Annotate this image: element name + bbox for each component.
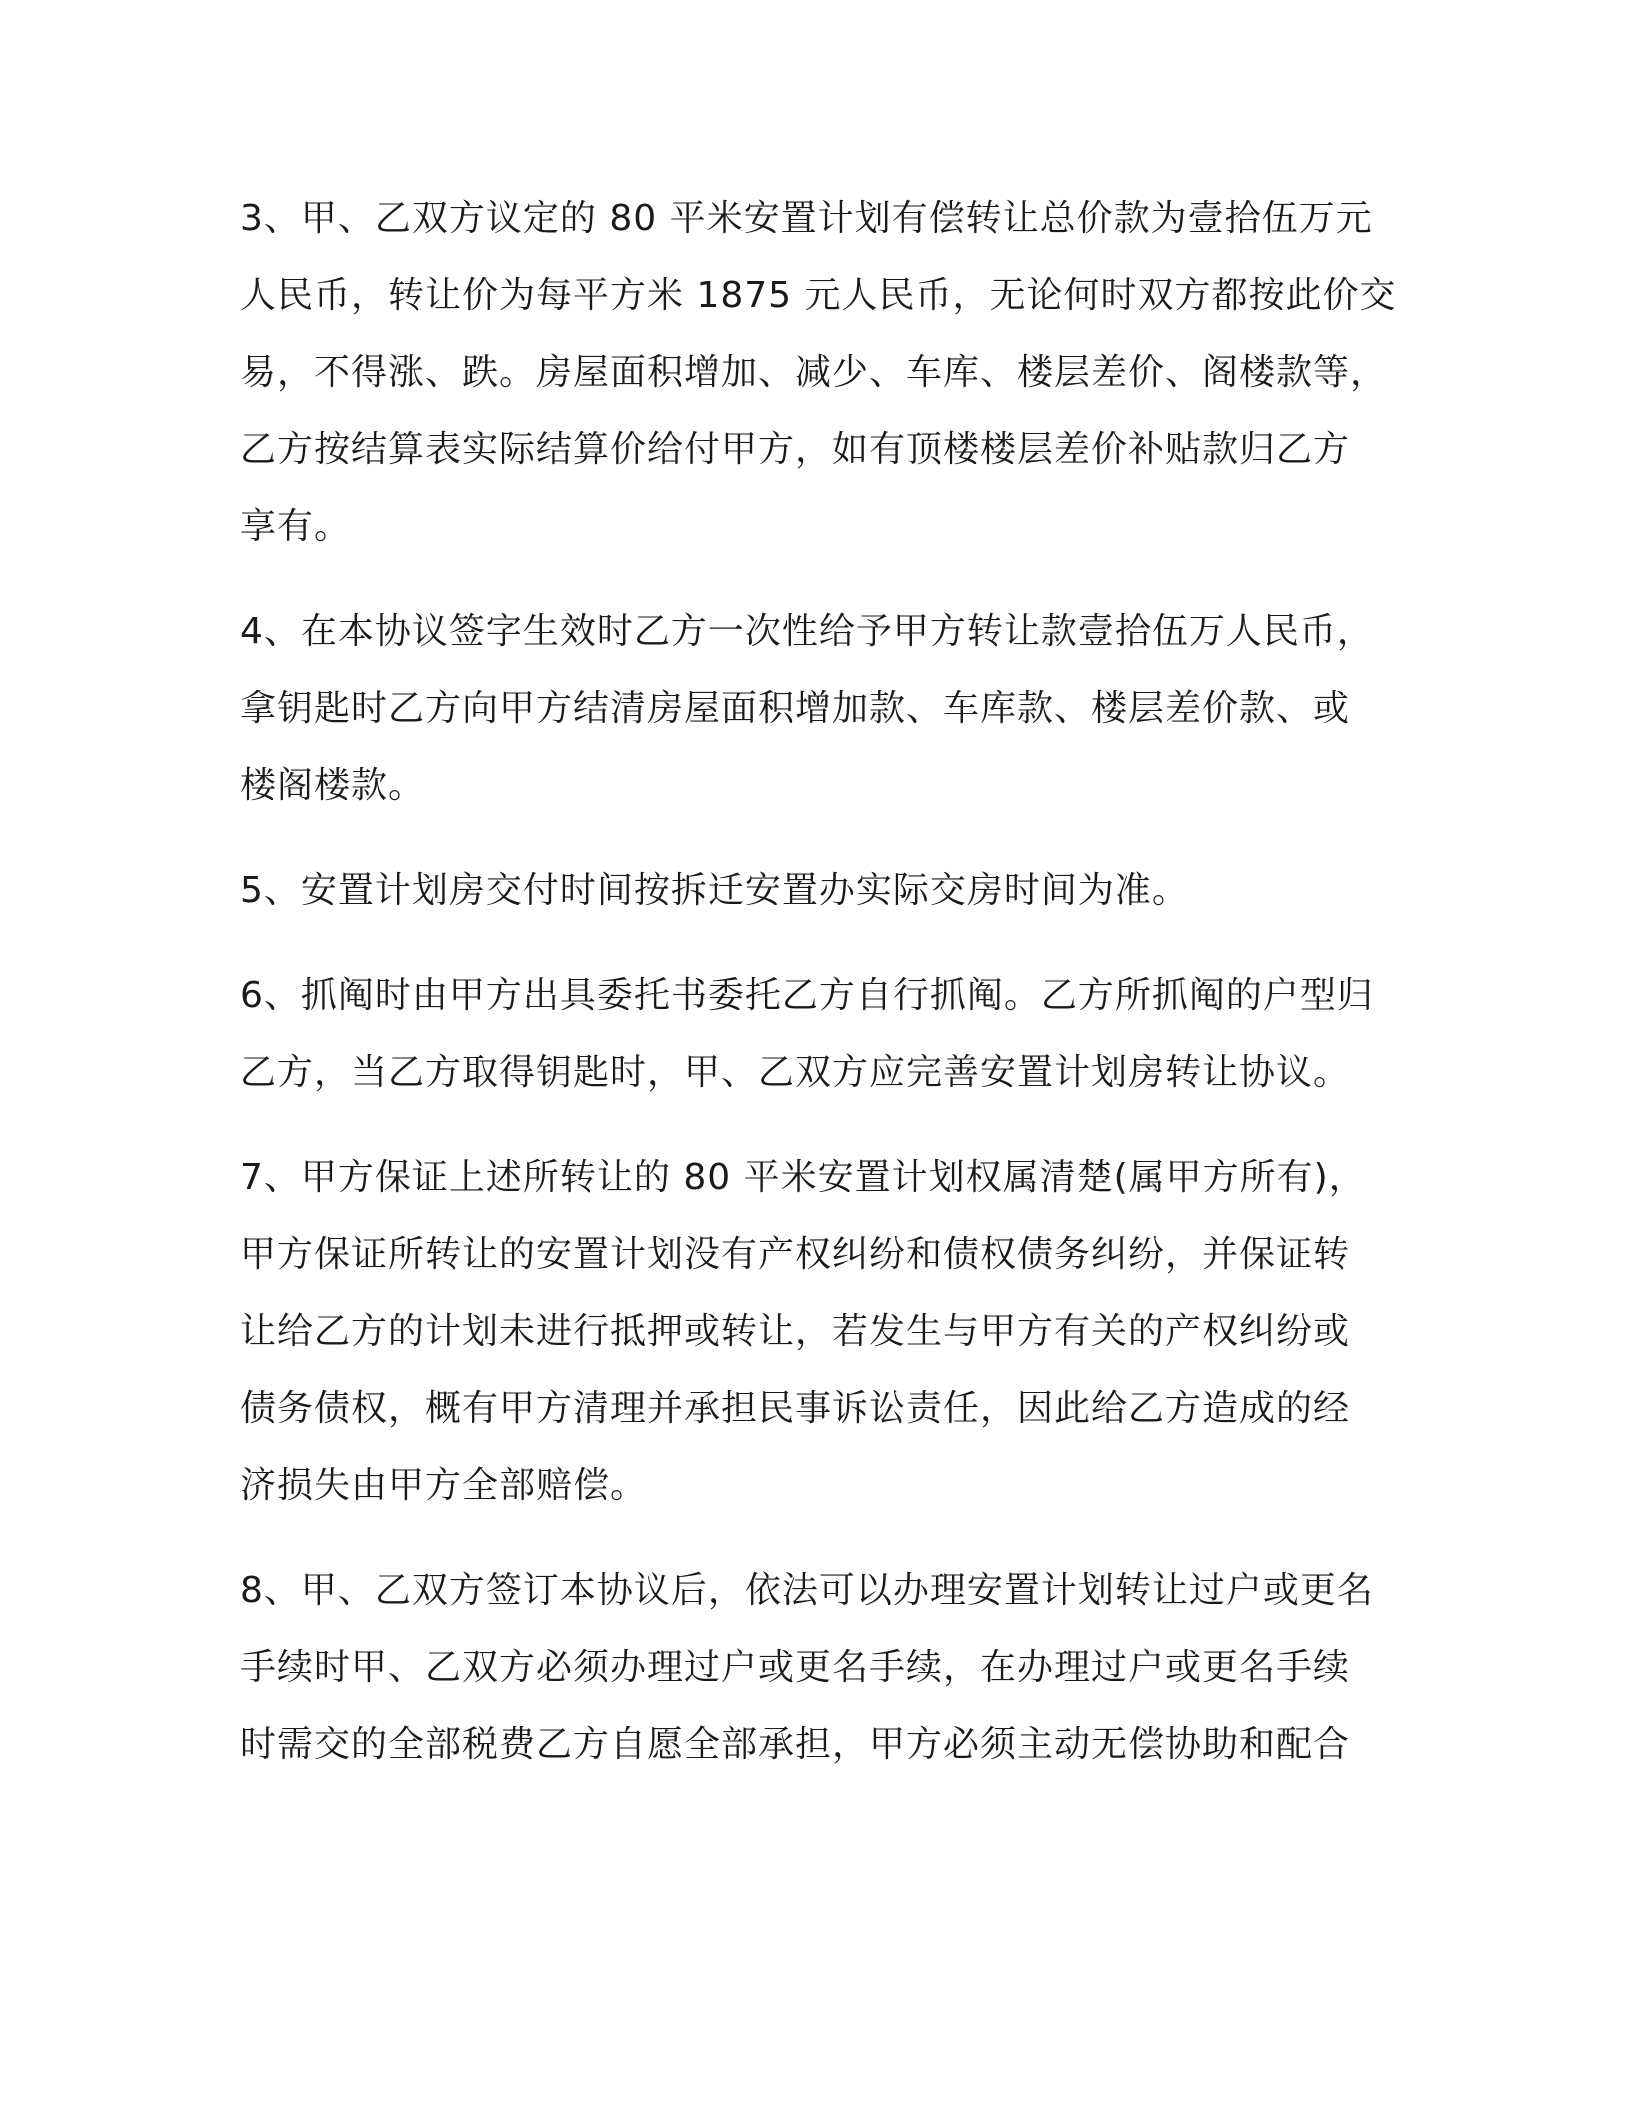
text-line: 8、甲、乙双方签订本协议后，依法可以办理安置计划转让过户或更名 xyxy=(240,1570,1374,1611)
document-body xyxy=(240,180,1397,1811)
clause-4 xyxy=(240,593,1385,824)
text-line: 乙方按结算表实际结算价给付甲方，如有顶楼楼层差价补贴款归乙方 xyxy=(240,429,1351,470)
clause-7 xyxy=(240,1139,1385,1524)
text-line: 6、抓阄时由甲方出具委托书委托乙方自行抓阄。乙方所抓阄的户型归 xyxy=(240,975,1374,1016)
clause-5 xyxy=(240,852,1385,929)
text-line: 4、在本协议签字生效时乙方一次性给予甲方转让款壹拾伍万人民币， xyxy=(240,611,1374,652)
text-line: 拿钥匙时乙方向甲方结清房屋面积增加款、车库款、楼层差价款、或 xyxy=(240,688,1351,729)
text-line: 时需交的全部税费乙方自愿全部承担，甲方必须主动无偿协助和配合 xyxy=(240,1724,1351,1765)
clause-6 xyxy=(240,957,1385,1111)
text-line: 楼阁楼款。 xyxy=(240,765,426,806)
clause-3 xyxy=(240,180,1397,565)
text-line: 甲方保证所转让的安置计划没有产权纠纷和债权债务纠纷，并保证转 xyxy=(240,1234,1351,1275)
text-line: 让给乙方的计划未进行抵押或转让，若发生与甲方有关的产权纠纷或 xyxy=(240,1311,1351,1352)
clause-8 xyxy=(240,1552,1385,1783)
text-line: 手续时甲、乙双方必须办理过户或更名手续，在办理过户或更名手续 xyxy=(240,1647,1351,1688)
text-line: 7、甲方保证上述所转让的 80 平米安置计划权属清楚(属甲方所有)， xyxy=(240,1157,1366,1198)
text-line: 易，不得涨、跌。房屋面积增加、减少、车库、楼层差价、阁楼款等， xyxy=(240,352,1388,393)
text-line: 3、甲、乙双方议定的 80 平米安置计划有偿转让总价款为壹拾伍万元 xyxy=(240,198,1373,239)
text-line: 乙方，当乙方取得钥匙时，甲、乙双方应完善安置计划房转让协议。 xyxy=(240,1052,1351,1093)
text-line: 债务债权，概有甲方清理并承担民事诉讼责任，因此给乙方造成的经 xyxy=(240,1388,1351,1429)
text-line: 人民币，转让价为每平方米 1875 元人民币，无论何时双方都按此价交 xyxy=(240,275,1397,316)
text-line: 5、安置计划房交付时间按拆迁安置办实际交房时间为准。 xyxy=(240,870,1189,911)
text-line: 享有。 xyxy=(240,506,352,547)
text-line: 济损失由甲方全部赔偿。 xyxy=(240,1465,648,1506)
